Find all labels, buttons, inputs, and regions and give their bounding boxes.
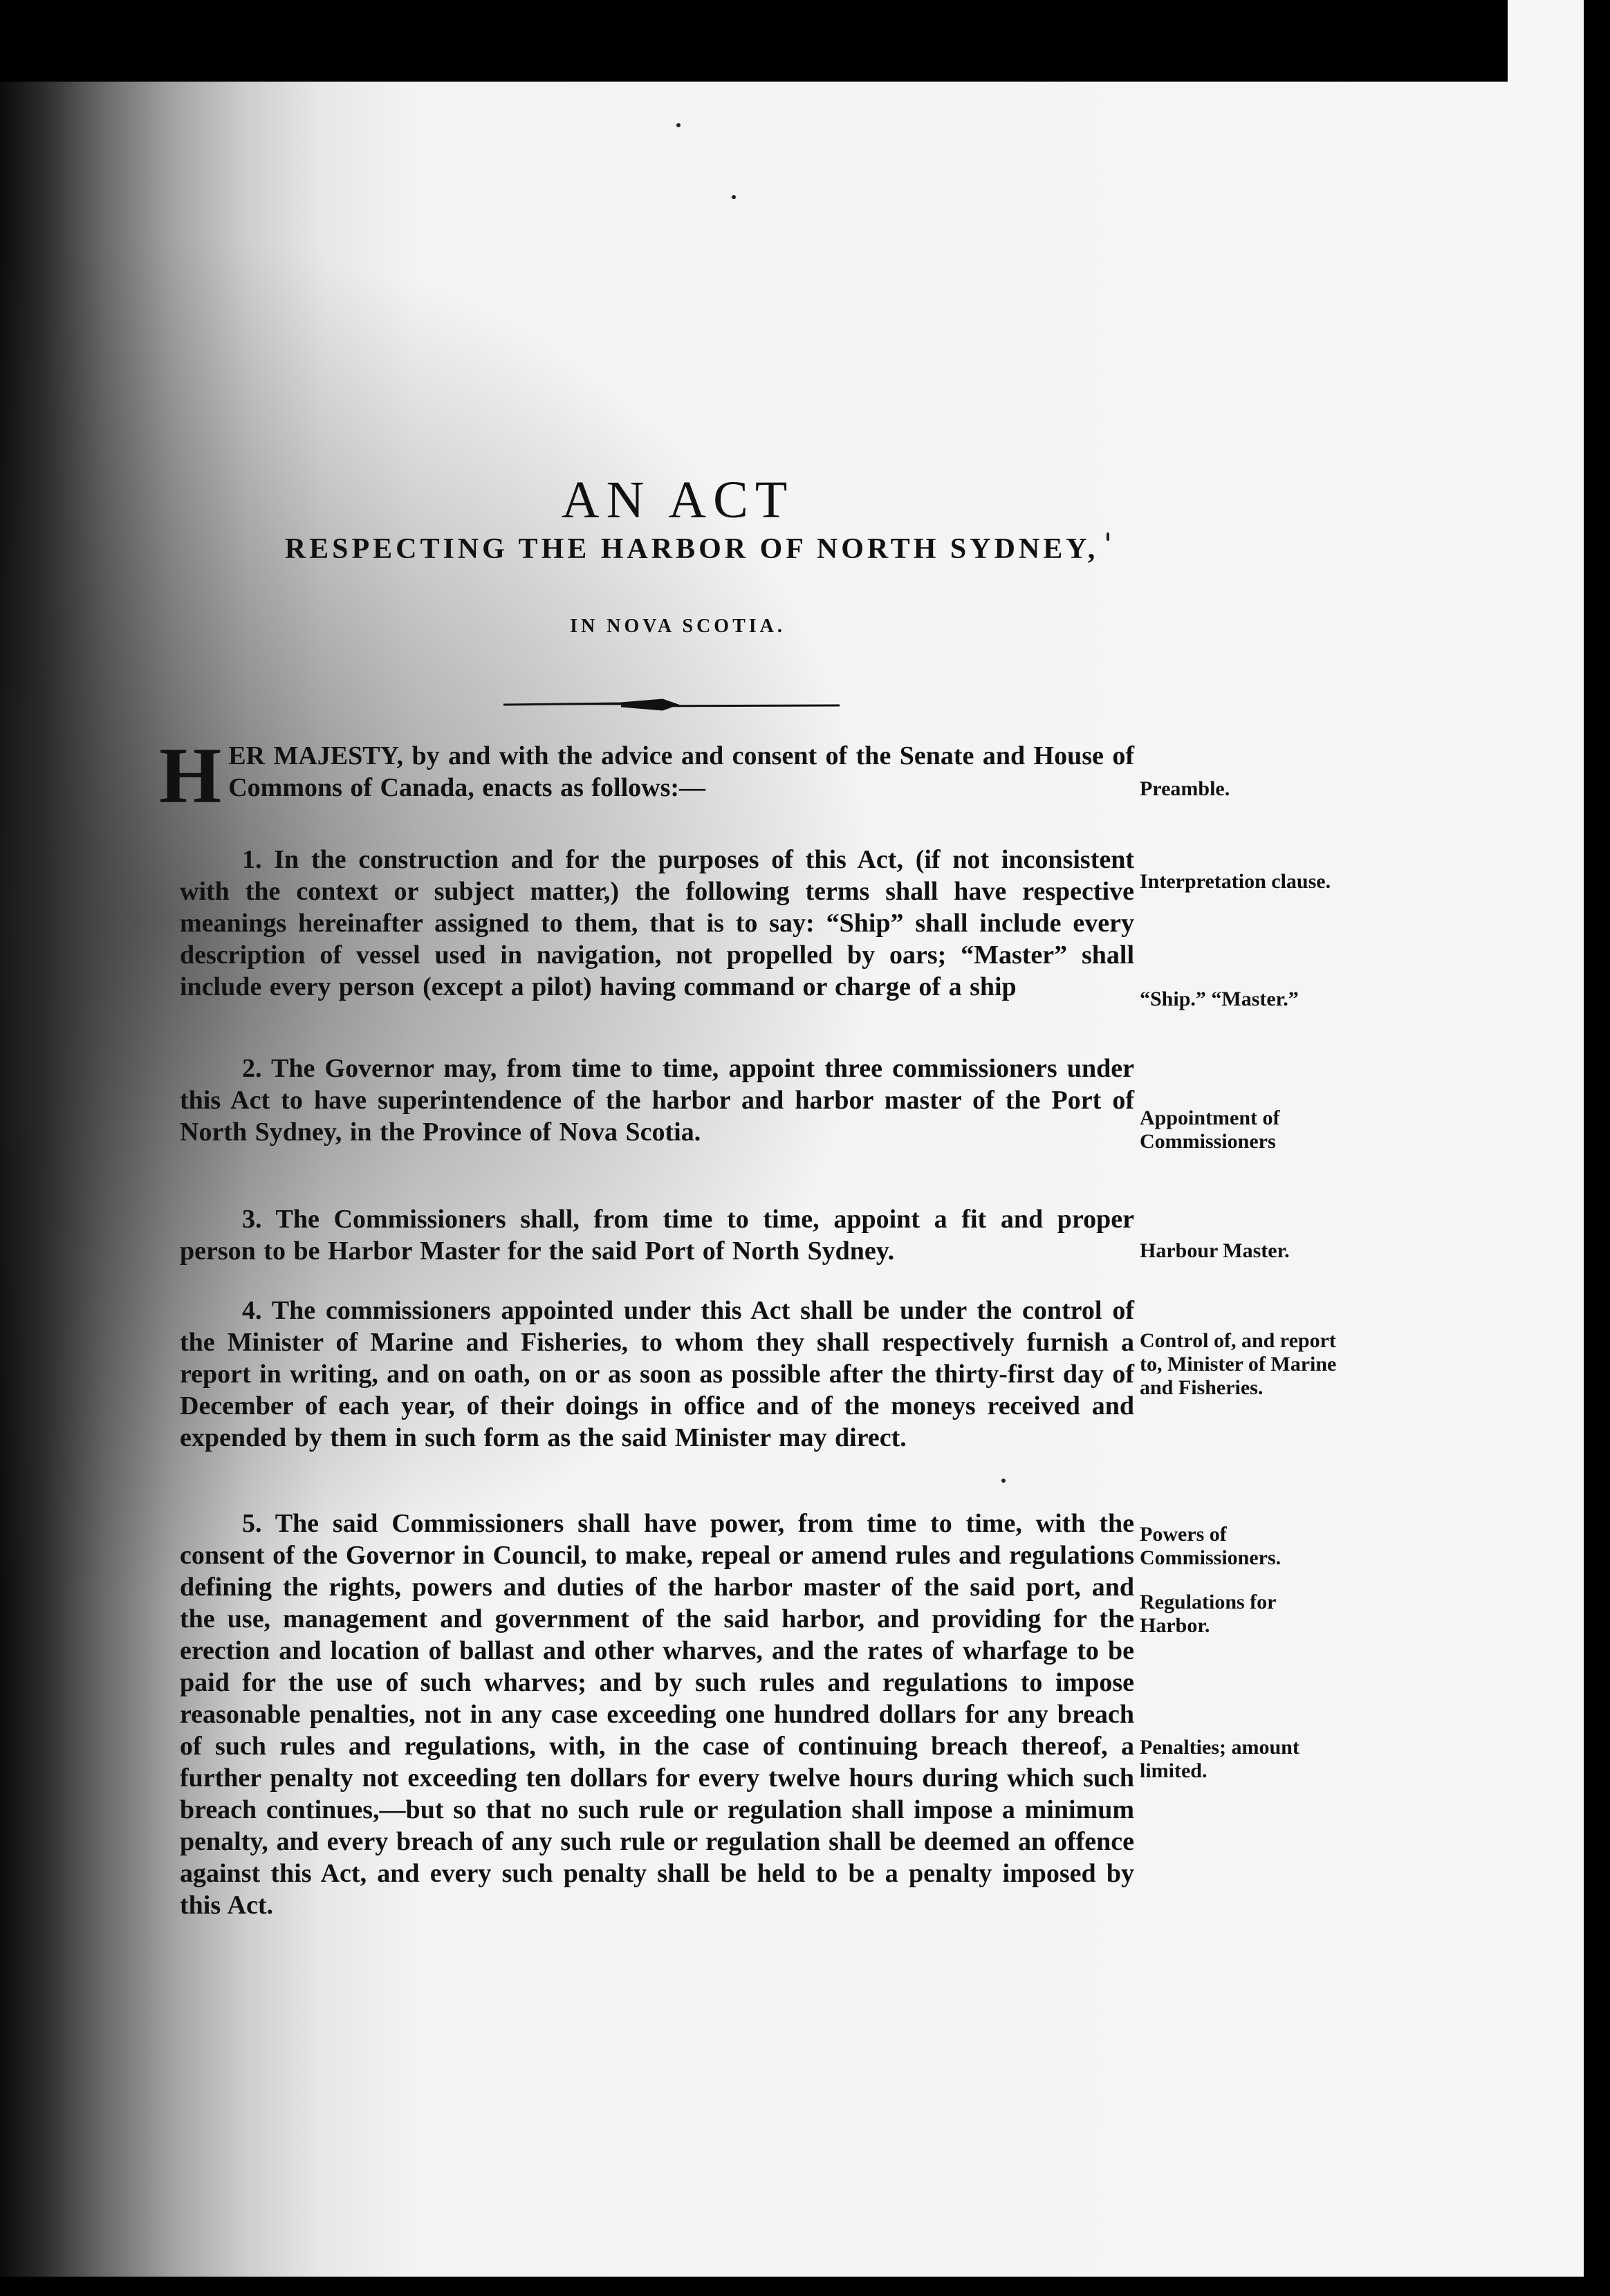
section-text: The Governor may, from time to time, appoint three commissioners under this Act to have superintendence of the harbor and harbor master of the Port of North Sydney, in the Province of Nova Scotia.: [180, 1054, 1134, 1147]
dropcap: H: [159, 732, 222, 820]
act-subtitle: RESPECTING THE HARBOR OF NORTH SYDNEY,: [284, 533, 1099, 565]
margin-note-penalties: Penalties; amount limited.: [1140, 1736, 1299, 1782]
act-location: IN NOVA SCOTIA.: [570, 615, 786, 637]
scan-bottom-border: [0, 2277, 1610, 2296]
margin-note-interpretation: Interpretation clause.: [1140, 870, 1331, 893]
section-text: In the construction and for the purposes of this Act, (if not inconsistent with the context or subject matter,) the following terms shall have respective meanings hereinafter assigned to them, that is to say: “Ship” shall include every description of vessel used in navigation, not propelled by oars; “Master” shall include every person (except a pilot) having command or charge of a ship: [180, 845, 1135, 1001]
section-number: 5.: [242, 1509, 262, 1538]
section-text: The said Commissioners shall have power, from time to time, with the consent of the Governor in Council, to make, repeal or amend rules and regulations defining the rights, powers and duties of the harbor master of the said port, and the use, management and government of the said harbor, and providing for the erection and location of ballast and other wharves, and the rates of wharfage to be paid for the use of such wharves; and by such rules and regulations to impose reasonable penalties, not in any case exceeding one hundred dollars for any breach of such rules and regulations, with, in the case of continuing breach thereof, a further penalty not exceeding ten dollars for every twelve hours during which such breach continues,—but so that no such rule or regulation shall impose a minimum penalty, and every breach of any such rule or regulation shall be deemed an offence against this Act, and every such penalty shall be held to be a penalty imposed by this Act.: [180, 1509, 1134, 1920]
section-4: [180, 1295, 1134, 1454]
ornamental-rule: [503, 697, 840, 712]
preamble-text: ER MAJESTY, by and with the advice and consent of the Senate and House of Commons of Canada, enacts as follows:—: [228, 741, 1134, 802]
section-3: [180, 1203, 1134, 1267]
margin-note-harbour-master: Harbour Master.: [1140, 1239, 1290, 1262]
section-2: [180, 1053, 1134, 1148]
scan-speck: [732, 195, 736, 199]
act-title: AN ACT: [561, 471, 795, 529]
margin-note-preamble: Preamble.: [1140, 777, 1230, 800]
section-text: The Commissioners shall, from time to time, appoint a fit and proper person to be Harbor Master for the said Port of North Sydney.: [180, 1205, 1134, 1266]
margin-note-ship-master: “Ship.” “Master.”: [1140, 988, 1299, 1010]
section-number: 4.: [242, 1296, 262, 1325]
section-1: [180, 844, 1134, 1003]
margin-note-appointment: Appointment of Commissioners: [1140, 1107, 1280, 1153]
scan-speck: [676, 123, 681, 127]
section-text: The commissioners appointed under this Act shall be under the control of the Minister of Marine and Fisheries, to whom they shall respectively furnish a report in writing, and on oath, on or as soon as possible after the thirty-first day of December of each year, of their doings in office and of the moneys received and expended by them in such form as the said Minister may direct.: [180, 1296, 1134, 1452]
section-5: [180, 1508, 1134, 1921]
section-number: 2.: [242, 1054, 262, 1083]
section-number: 1.: [242, 845, 262, 874]
scan-speck: [1001, 1479, 1006, 1483]
scan-right-border: [1584, 0, 1610, 2296]
section-number: 3.: [242, 1205, 262, 1234]
scan-top-border: [0, 0, 1610, 82]
margin-note-control: Control of, and report to, Minister of Marine and Fisheries.: [1140, 1329, 1337, 1399]
preamble-paragraph: [159, 732, 1134, 820]
margin-note-regulations: Regulations for Harbor.: [1140, 1591, 1276, 1637]
margin-note-powers: Powers of Commissioners.: [1140, 1523, 1281, 1569]
